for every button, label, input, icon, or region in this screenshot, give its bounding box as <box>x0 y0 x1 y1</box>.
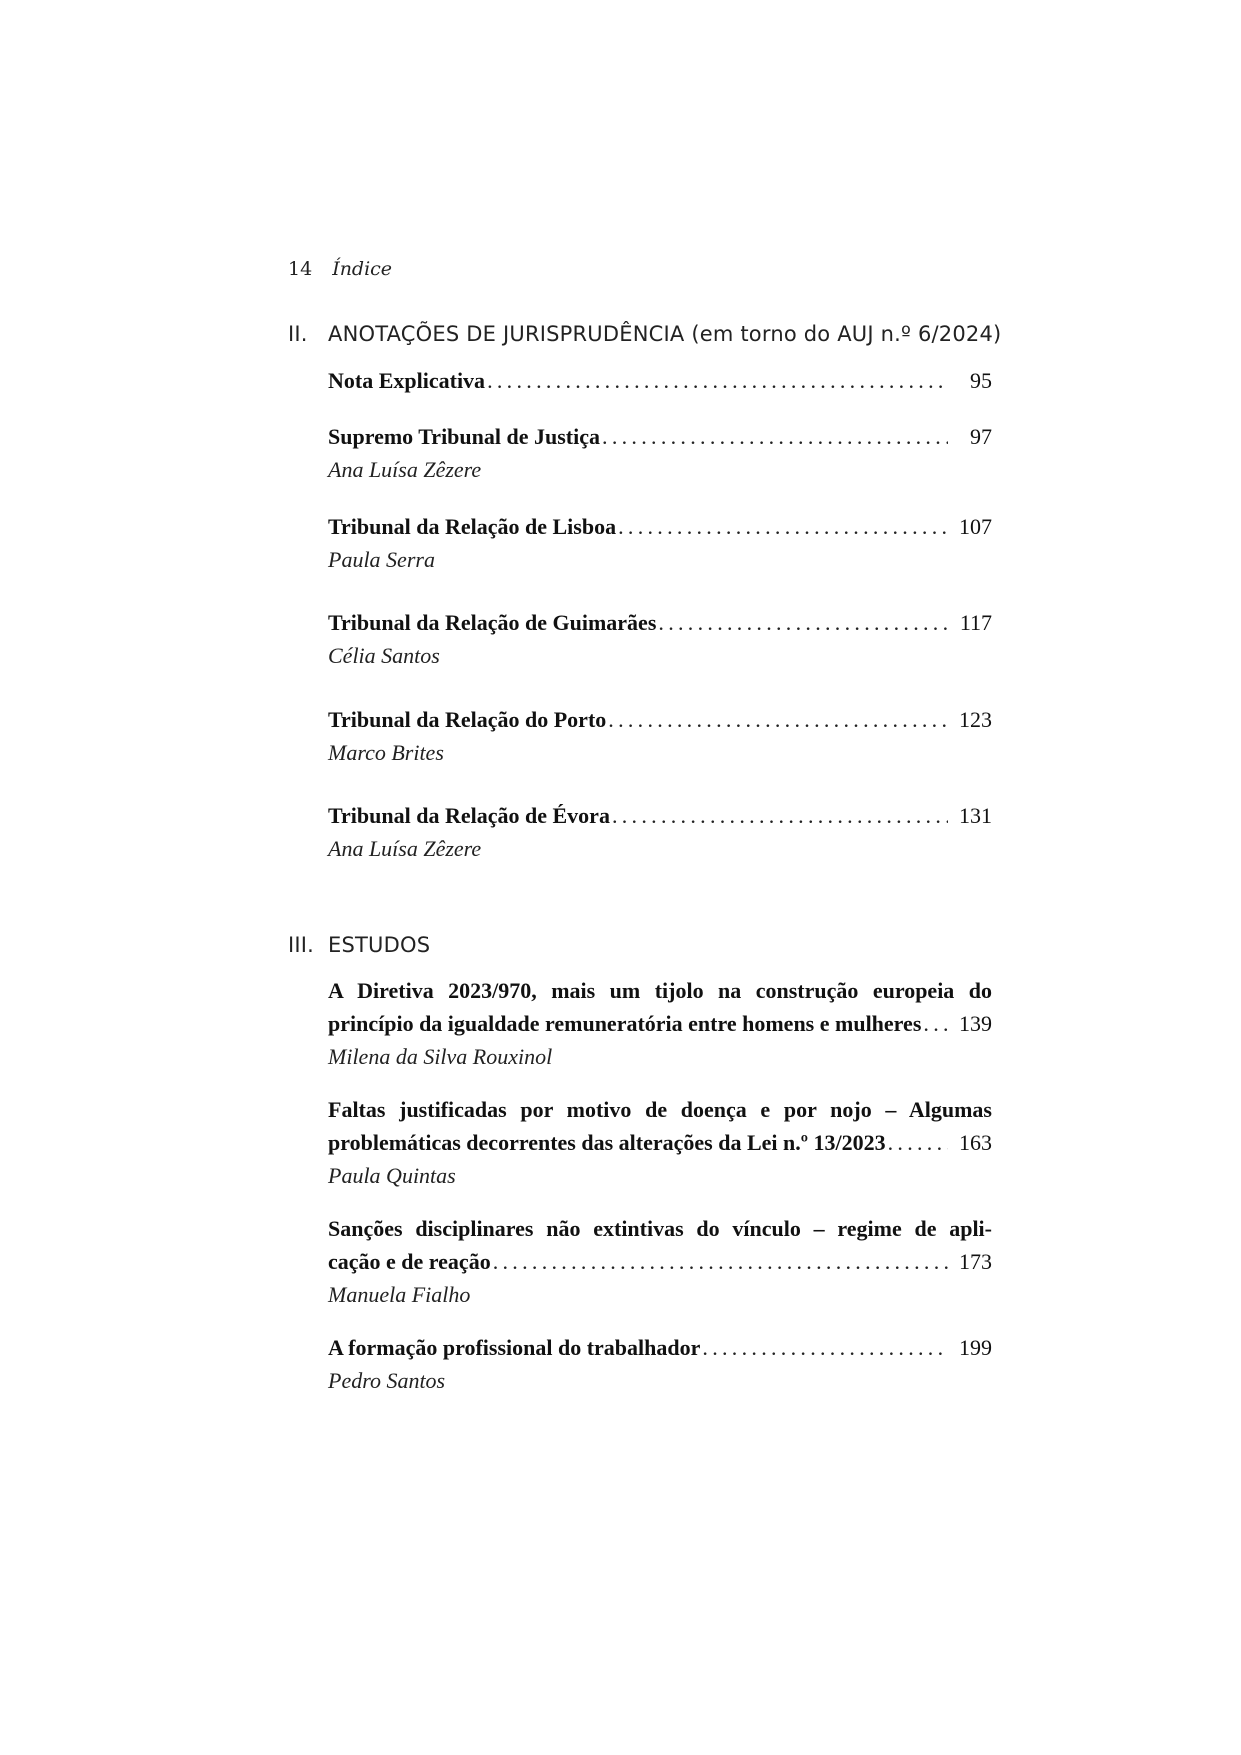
section-title: ESTUDOS <box>328 933 431 957</box>
toc-entry-author: Manuela Fialho <box>328 1282 471 1307</box>
toc-entry-supremo-tribunal[interactable] <box>328 420 992 486</box>
toc-entry-title: Tribunal da Relação de Lisboa <box>328 514 617 539</box>
toc-entry-title-line1: Faltas justificadas por motivo de doença e por nojo – Algumas <box>328 1097 992 1122</box>
toc-entry-formacao-profissional[interactable] <box>328 1331 992 1397</box>
toc-entry-author: Célia Santos <box>328 643 440 668</box>
toc-entry-nota-explicativa[interactable] <box>328 364 992 397</box>
toc-entry-title-line <box>328 1331 992 1364</box>
toc-entry-title-line2: cação e de reação <box>328 1249 491 1274</box>
toc-entry-relacao-guimaraes[interactable] <box>328 606 992 672</box>
toc-entry-title-line <box>328 799 992 832</box>
toc-entry-title-line <box>328 364 992 397</box>
dot-leader <box>608 703 948 736</box>
toc-page-number: 163 <box>959 1130 992 1155</box>
toc-entry-title-block <box>328 974 992 1040</box>
toc-entry-relacao-lisboa[interactable] <box>328 510 992 576</box>
section-title: ANOTAÇÕES DE JURISPRUDÊNCIA (em torno do AUJ n.º 6/2024) <box>328 322 1002 346</box>
dot-leader <box>702 1331 948 1364</box>
page-number: 14 <box>288 258 313 280</box>
toc-page-number: 97 <box>970 424 992 449</box>
dot-leader <box>487 364 948 397</box>
toc-page-number: 173 <box>959 1249 992 1274</box>
toc-entry-title-line <box>328 1007 992 1040</box>
toc-entry-sancoes-disciplinares[interactable] <box>328 1212 992 1311</box>
toc-entry-author: Paula Serra <box>328 547 435 572</box>
toc-entry-author: Marco Brites <box>328 740 444 765</box>
toc-entry-title: Tribunal da Relação do Porto <box>328 707 607 732</box>
toc-entry-title: Supremo Tribunal de Justiça <box>328 424 601 449</box>
running-head-title: Índice <box>332 258 393 280</box>
toc-entry-title-line1: A Diretiva 2023/970, mais um tijolo na construção europeia do <box>328 978 992 1003</box>
toc-entry-relacao-porto[interactable] <box>328 703 992 769</box>
dot-leader <box>923 1007 948 1040</box>
toc-entry-title-line1: Sanções disciplinares não extintivas do vínculo – regime de apli- <box>328 1216 992 1241</box>
toc-entry-faltas-justificadas[interactable] <box>328 1093 992 1192</box>
toc-page-number: 131 <box>959 803 992 828</box>
toc-entry-title: Tribunal da Relação de Guimarães <box>328 610 657 635</box>
toc-entry-relacao-evora[interactable] <box>328 799 992 865</box>
toc-entry-author: Ana Luísa Zêzere <box>328 457 482 482</box>
toc-page-number: 95 <box>970 368 992 393</box>
running-head <box>288 258 392 280</box>
toc-entry-title-line <box>328 1245 992 1278</box>
toc-page-number: 117 <box>959 610 992 635</box>
toc-entry-title-line <box>328 1126 992 1159</box>
toc-entry-diretiva[interactable] <box>328 974 992 1073</box>
toc-entry-title-line <box>328 703 992 736</box>
toc-page-number: 123 <box>959 707 992 732</box>
dot-leader <box>658 606 948 639</box>
section-number: II. <box>288 322 308 346</box>
dot-leader <box>888 1126 948 1159</box>
dot-leader <box>602 420 948 453</box>
toc-page-number: 107 <box>959 514 992 539</box>
dot-leader <box>618 510 948 543</box>
toc-entry-title-line <box>328 606 992 639</box>
toc-entry-title-block <box>328 1212 992 1278</box>
toc-entry-title: Tribunal da Relação de Évora <box>328 803 610 828</box>
toc-entry-title-line2: problemáticas decorrentes das alterações da Lei n.º 13/2023 <box>328 1130 886 1155</box>
section-heading-iii <box>288 933 430 957</box>
toc-entry-title-line <box>328 420 992 453</box>
toc-page-number: 199 <box>959 1335 992 1360</box>
toc-entry-title-block <box>328 1093 992 1159</box>
toc-page-number: 139 <box>959 1011 992 1036</box>
dot-leader <box>612 799 948 832</box>
toc-entry-title-line2: princípio da igualdade remuneratória entre homens e mulheres <box>328 1011 922 1036</box>
toc-entry-title: Nota Explicativa <box>328 368 486 393</box>
dot-leader <box>493 1245 948 1278</box>
toc-entry-author: Paula Quintas <box>328 1163 456 1188</box>
toc-entry-author: Pedro Santos <box>328 1368 446 1393</box>
section-heading-ii <box>288 322 1001 346</box>
toc-entry-author: Milena da Silva Rouxinol <box>328 1044 553 1069</box>
toc-entry-title: A formação profissional do trabalhador <box>328 1335 701 1360</box>
toc-entry-author: Ana Luísa Zêzere <box>328 836 482 861</box>
toc-entry-title-line <box>328 510 992 543</box>
section-number: III. <box>288 933 315 957</box>
